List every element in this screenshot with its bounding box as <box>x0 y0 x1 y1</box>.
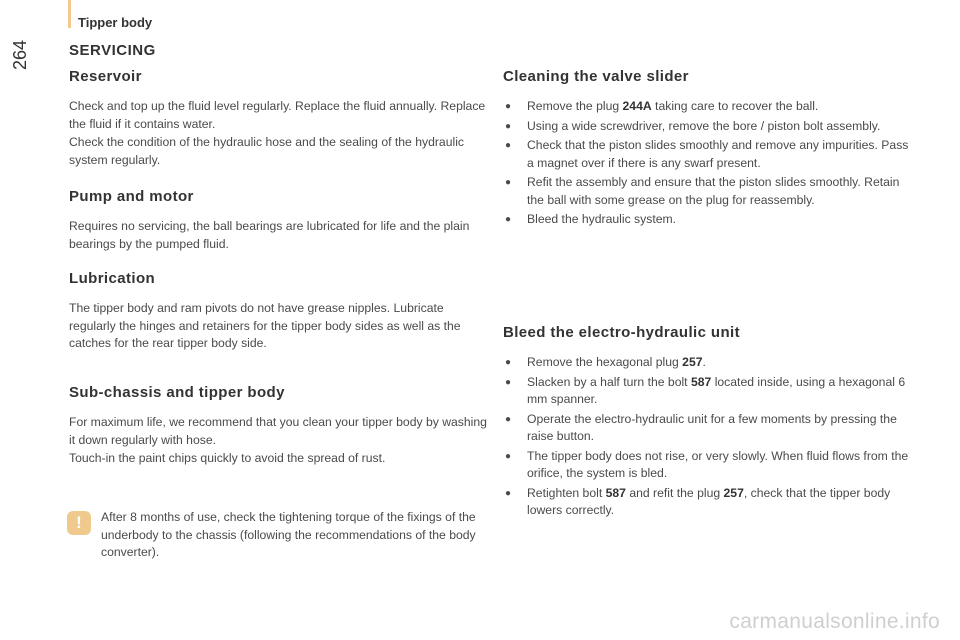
list-item <box>503 374 913 409</box>
valve-steps-list <box>503 98 913 229</box>
subchassis-paragraph-2: Touch-in the paint chips quickly to avoid the spread of rust. <box>69 451 386 465</box>
warning-icon: ! <box>67 511 91 535</box>
lubrication-section <box>69 270 487 353</box>
list-item-text: taking care to recover the ball. <box>651 99 819 113</box>
lubrication-heading: Lubrication <box>69 270 156 287</box>
list-item <box>503 118 913 136</box>
bleed-section <box>503 324 913 522</box>
bullet-icon: ● <box>505 101 512 112</box>
list-item-text: Slacken by a half turn the bolt <box>527 374 691 389</box>
reservoir-paragraph-1: Check and top up the fluid level regularly. Replace the fluid annually. Replace the fluid if it contains water. <box>69 99 486 131</box>
list-item-text: Operate the electro-hydraulic unit for a few moments by pressing the raise button. <box>527 411 897 443</box>
valve-heading: Cleaning the valve slider <box>503 68 689 85</box>
subchassis-heading: Sub-chassis and tipper body <box>69 384 285 401</box>
bullet-icon: ● <box>505 413 512 425</box>
part-reference: 587 <box>690 374 712 389</box>
bullet-icon: ● <box>505 357 512 368</box>
bullet-icon: ● <box>505 487 512 499</box>
list-item-text: and refit the plug <box>625 485 724 500</box>
list-item <box>503 448 913 483</box>
part-reference: 257 <box>682 355 703 369</box>
page-header-title: Tipper body <box>78 15 153 30</box>
bullet-icon: ● <box>505 120 512 132</box>
list-item-text: Remove the hexagonal plug <box>527 355 683 369</box>
list-item-text: Check that the piston slides smoothly and remove any impurities. Pass a magnet over if there is any swarf present. <box>527 138 909 170</box>
list-item <box>503 354 913 372</box>
bullet-icon: ● <box>505 376 512 388</box>
list-item <box>503 485 913 520</box>
list-item-text: Using a wide screwdriver, remove the bore / piston bolt assembly. <box>527 118 881 133</box>
part-reference: 587 <box>605 485 626 500</box>
list-item <box>503 98 913 116</box>
list-item-text: Bleed the hydraulic system. <box>527 212 677 226</box>
bleed-steps-list <box>503 354 913 520</box>
reservoir-heading: Reservoir <box>69 68 142 85</box>
part-reference: 244A <box>622 99 652 113</box>
warning-note <box>67 509 487 562</box>
pump-section <box>69 188 487 253</box>
list-item <box>503 174 913 209</box>
bullet-icon: ● <box>505 450 512 462</box>
list-item-text: located inside, using a hexagonal 6 mm spanner. <box>527 374 906 406</box>
subchassis-paragraph-1: For maximum life, we recommend that you clean your tipper body by washing it down regularly with hose. <box>69 415 487 447</box>
bullet-icon: ● <box>505 214 512 225</box>
warning-note-text: After 8 months of use, check the tightening torque of the fixings of the underbody to the chassis (following the recommendations of the body converter). <box>101 510 476 559</box>
lubrication-paragraph: The tipper body and ram pivots do not have grease nipples. Lubricate regularly the hinges and retainers for the tipper body sides as well as the catches for the rear tipper body side. <box>69 301 461 350</box>
section-title: SERVICING <box>69 42 156 59</box>
valve-section <box>503 68 913 231</box>
header-accent-bar <box>68 0 71 28</box>
bleed-heading: Bleed the electro-hydraulic unit <box>503 324 741 341</box>
list-item-text: Retighten bolt <box>527 485 606 500</box>
bullet-icon: ● <box>505 177 512 188</box>
page-number: 264 <box>10 39 30 70</box>
list-item <box>503 137 913 172</box>
list-item-text: Remove the plug <box>527 99 623 113</box>
list-item <box>503 211 913 229</box>
reservoir-paragraph-2: Check the condition of the hydraulic hose and the sealing of the hydraulic system regularly. <box>69 135 464 167</box>
list-item <box>503 411 913 446</box>
pump-heading: Pump and motor <box>69 188 194 205</box>
list-item-text: Refit the assembly and ensure that the piston slides smoothly. Retain the ball with some grease on the plug for reassembly. <box>527 175 900 207</box>
subchassis-section <box>69 384 487 468</box>
list-item-text: The tipper body does not rise, or very slowly. When fluid flows from the orifice, the system is bled. <box>527 448 909 480</box>
watermark: carmanualsonline.info <box>729 610 940 633</box>
list-item-text: , check that the tipper body lowers correctly. <box>527 485 891 517</box>
list-item-text: . <box>702 355 706 369</box>
reservoir-section <box>69 68 487 169</box>
part-reference: 257 <box>723 485 744 500</box>
pump-paragraph: Requires no servicing, the ball bearings are lubricated for life and the plain bearings by the pumped fluid. <box>69 219 470 251</box>
bullet-icon: ● <box>505 140 512 151</box>
